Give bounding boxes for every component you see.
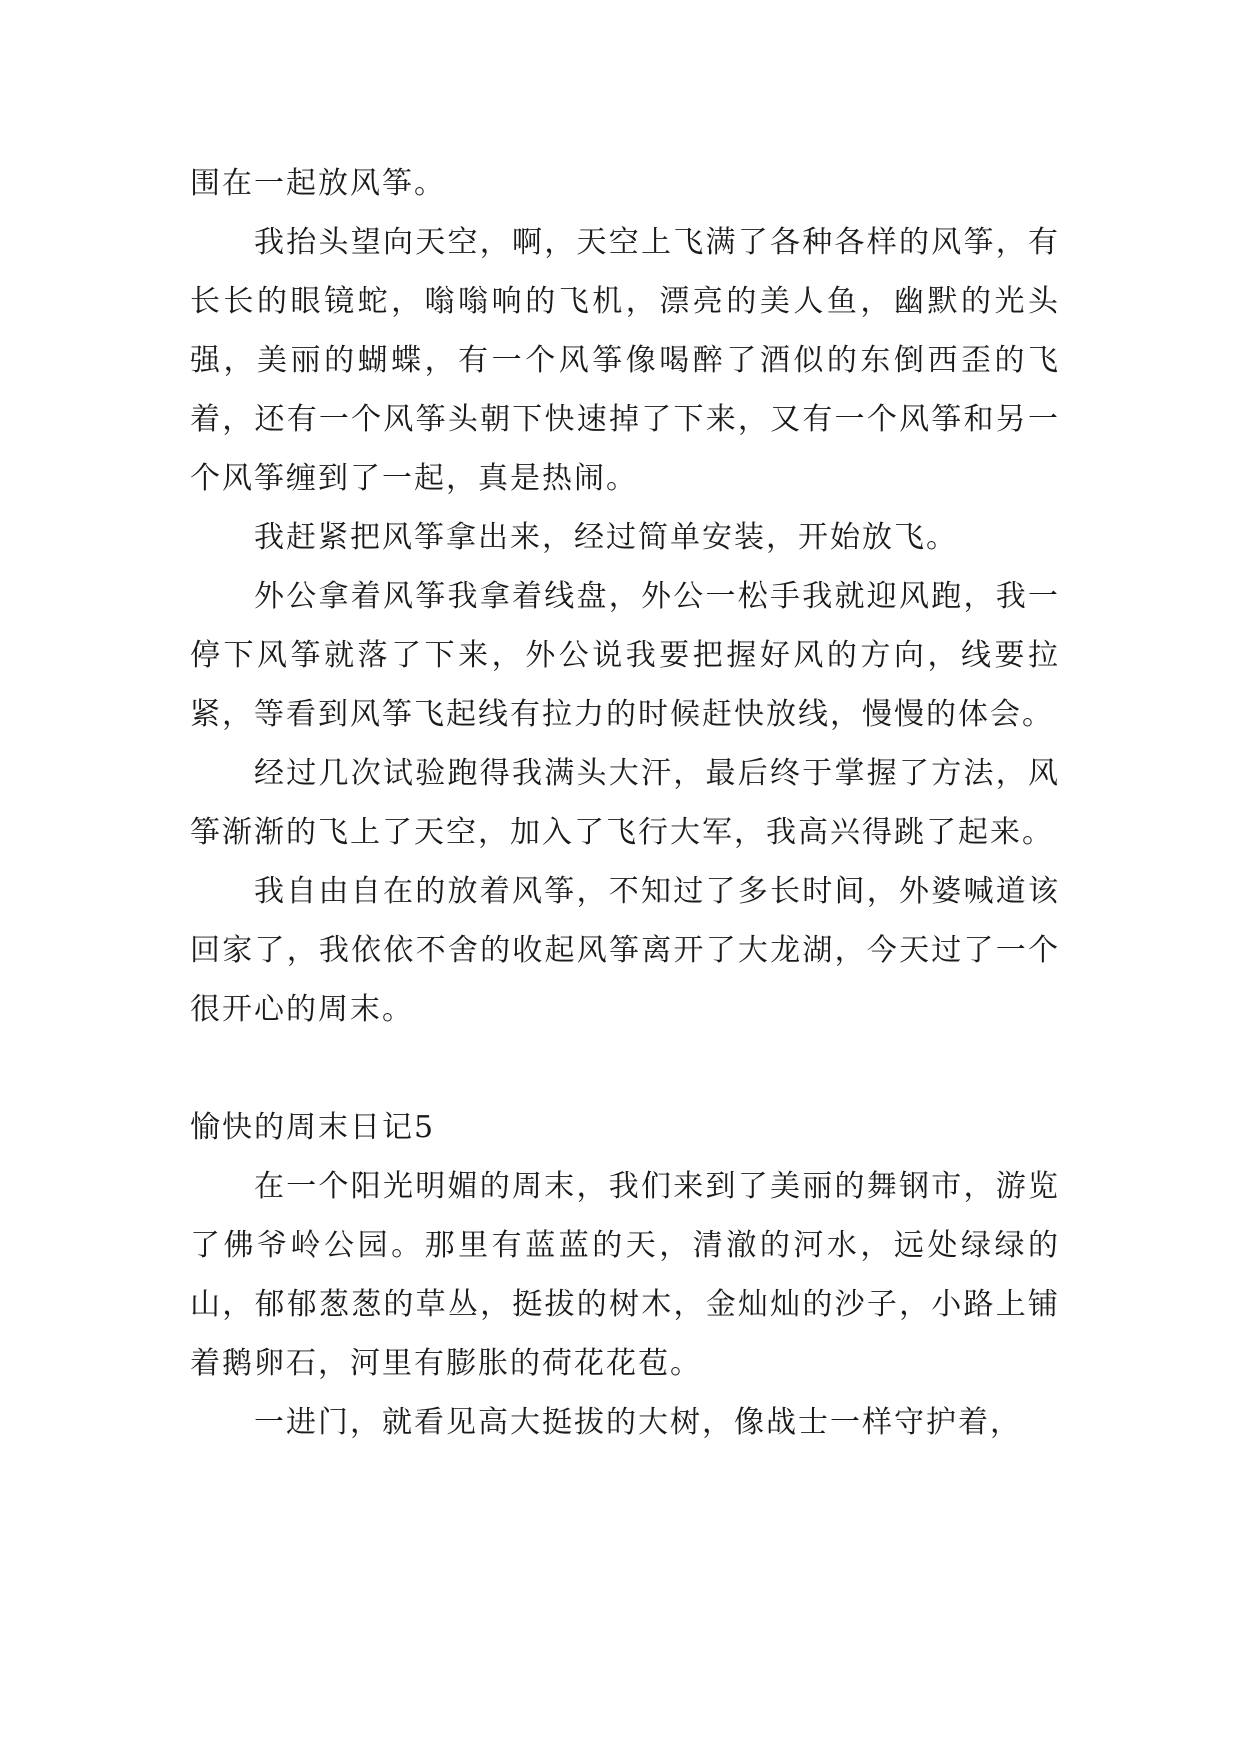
- paragraph: 我自由自在的放着风筝，不知过了多长时间，外婆喊道该回家了，我依依不舍的收起风筝离开了大龙湖，今天过了一个很开心的周末。: [190, 874, 1060, 1027]
- section-heading: 愉快的周末日记5: [190, 1110, 436, 1145]
- paragraph: 经过几次试验跑得我满头大汗，最后终于掌握了方法，风筝渐渐的飞上了天空，加入了飞行大军，我高兴得跳了起来。: [190, 756, 1060, 850]
- paragraph: 在一个阳光明媚的周末，我们来到了美丽的舞钢市，游览了佛爷岭公园。那里有蓝蓝的天，清澈的河水，远处绿绿的山，郁郁葱葱的草丛，挺拔的树木，金灿灿的沙子，小路上铺着鹅卵石，河里有膨胀的荷花花苞。: [190, 1169, 1060, 1381]
- paragraph: 外公拿着风筝我拿着线盘，外公一松手我就迎风跑，我一停下风筝就落了下来，外公说我要把握好风的方向，线要拉紧，等看到风筝飞起线有拉力的时候赶快放线，慢慢的体会。: [190, 579, 1060, 732]
- paragraph: 我抬头望向天空，啊，天空上飞满了各种各样的风筝，有长长的眼镜蛇，嗡嗡响的飞机，漂亮的美人鱼，幽默的光头强，美丽的蝴蝶，有一个风筝像喝醉了酒似的东倒西歪的飞着，还有一个风筝头朝下快速掉了下来，又有一个风筝和另一个风筝缠到了一起，真是热闹。: [190, 225, 1060, 496]
- paragraph-continuation: 围在一起放风筝。: [190, 166, 446, 201]
- paragraph: 我赶紧把风筝拿出来，经过简单安装，开始放飞。: [254, 520, 958, 555]
- document-body: [190, 154, 1060, 1452]
- paragraph: 一进门，就看见高大挺拔的大树，像战士一样守护着，: [254, 1405, 1022, 1440]
